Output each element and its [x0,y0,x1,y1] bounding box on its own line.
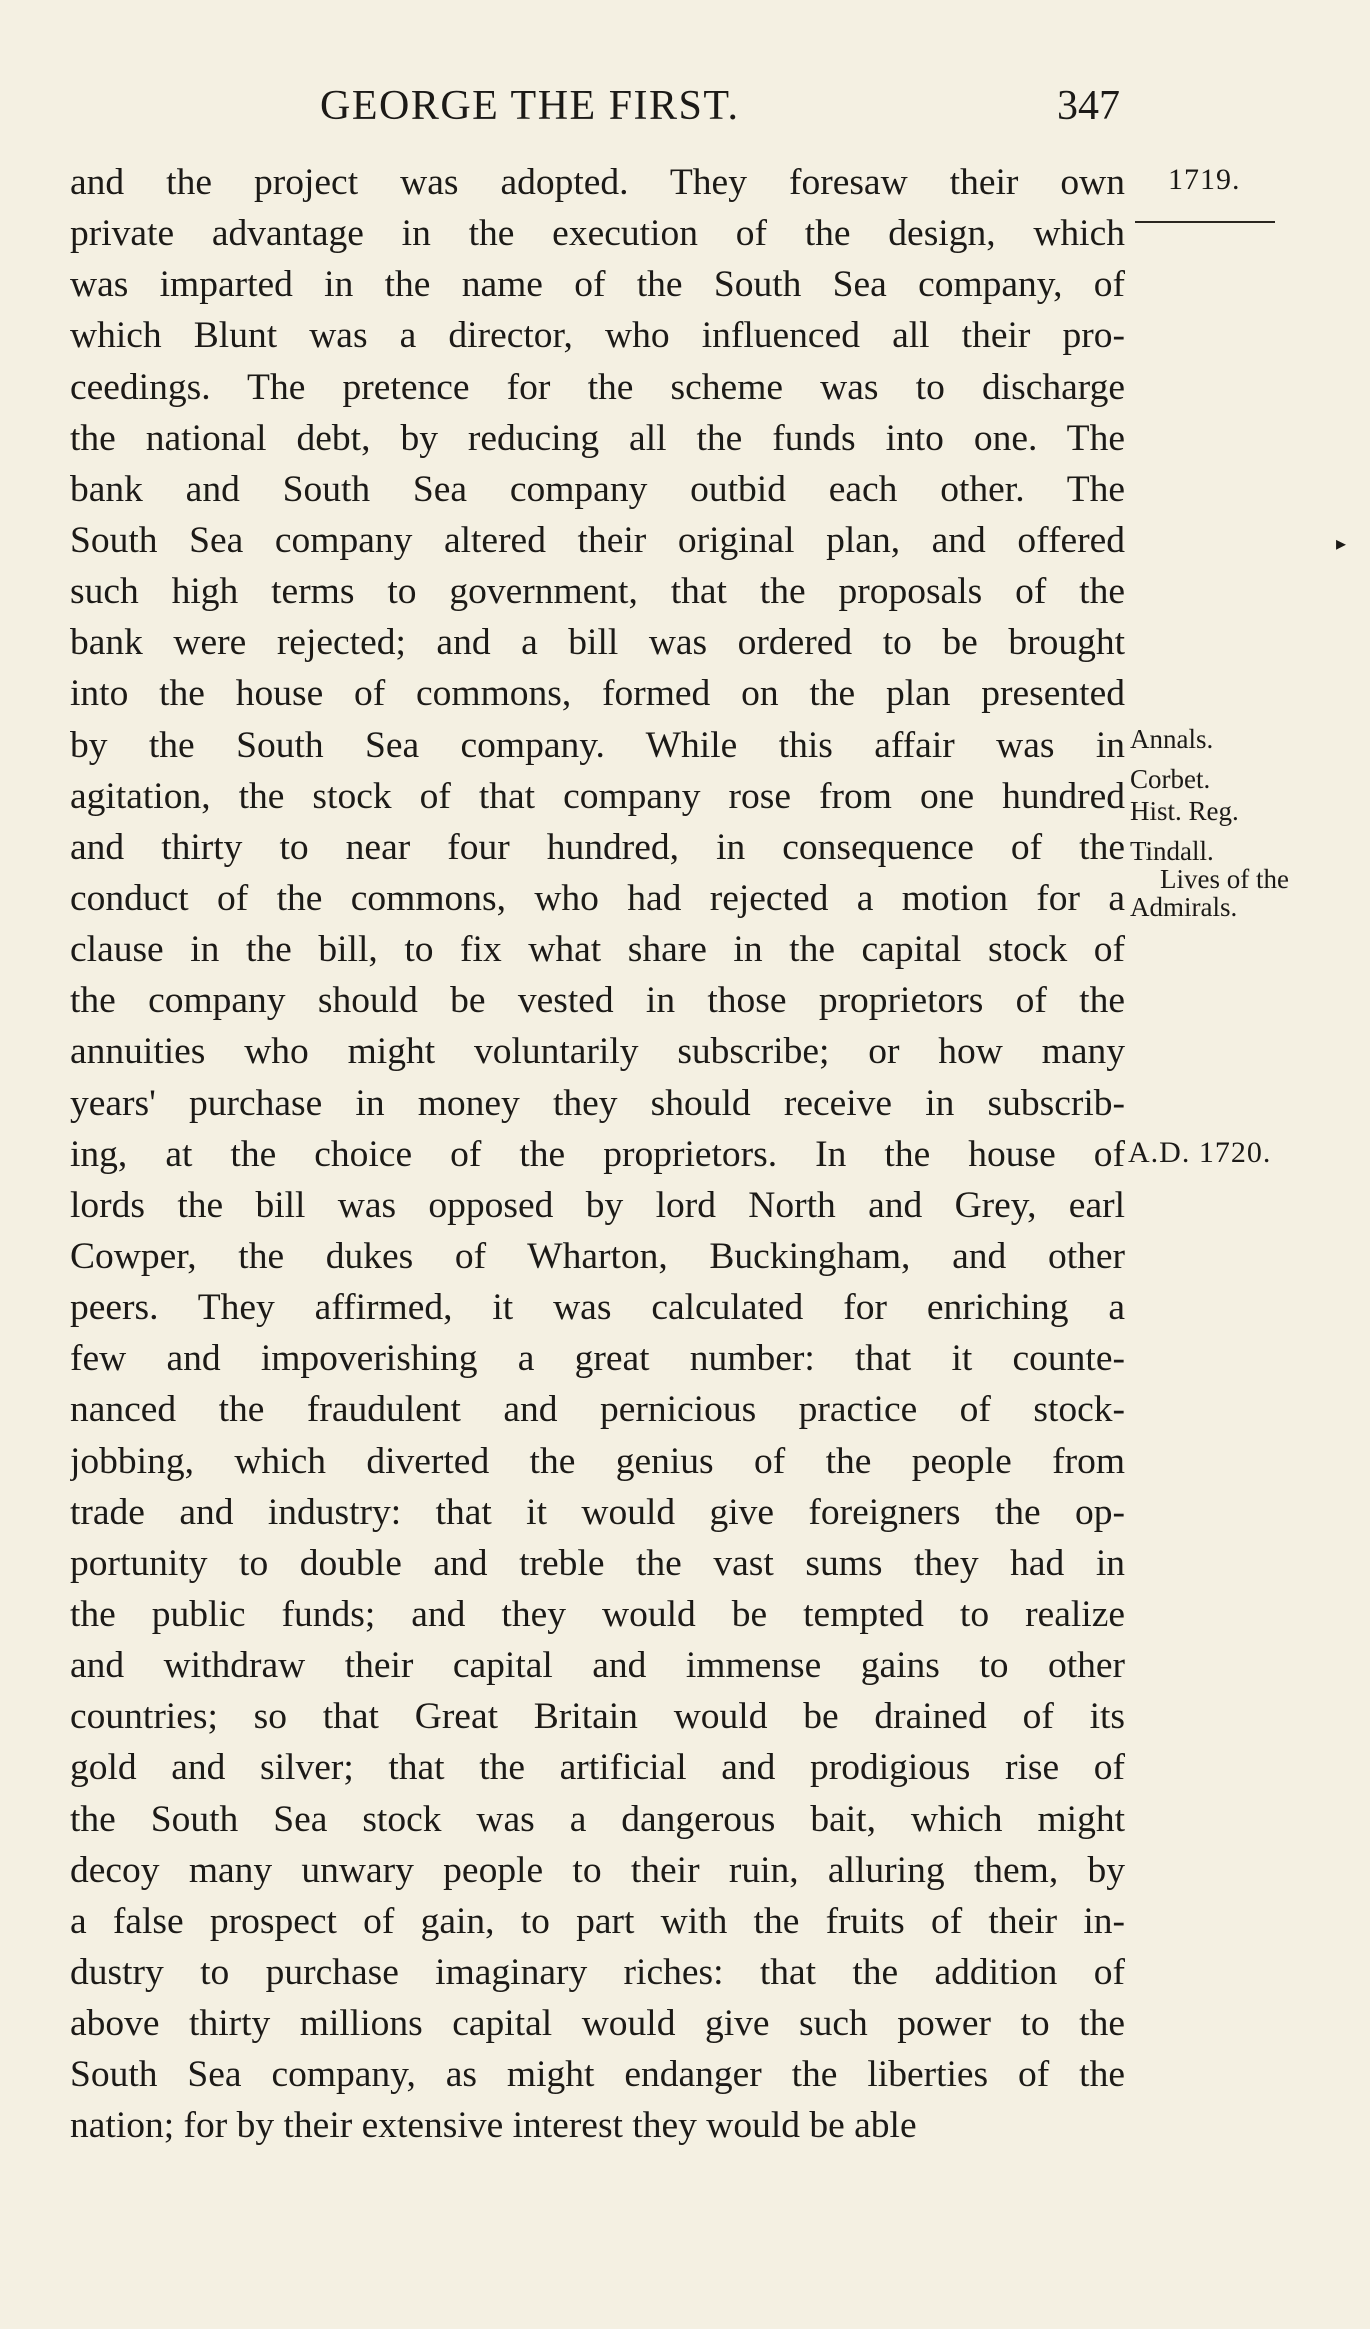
text-line: few and impoverishing a great number: that it counte- [70,1338,1125,1380]
text-line: lords the bill was opposed by lord North and Grey, earl [70,1184,1125,1226]
text-line: above thirty millions capital would give such power to the [70,2003,1125,2045]
sidenote-corbet: Corbet. [1130,764,1211,794]
text-line: nation; for by their extensive interest they would be able [70,2105,917,2147]
text-line: and the project was adopted. They foresaw their own [70,162,1125,203]
text-line: the public funds; and they would be tempted to realize [70,1593,1125,1635]
text-line: portunity to double and treble the vast sums they had in [70,1542,1125,1584]
text-line: annuities who might voluntarily subscribe; or how many [70,1031,1125,1073]
text-line: Cowper, the dukes of Wharton, Buckingham, and other [70,1235,1125,1277]
text-line: and thirty to near four hundred, in consequence of the [70,826,1125,868]
text-line: such high terms to government, that the proposals of the [70,571,1125,613]
text-line: South Sea company altered their original plan, and offered [70,519,1125,561]
text-line: the company should be vested in those proprietors of the [70,980,1125,1022]
text-line: the national debt, by reducing all the funds into one. The [70,417,1125,459]
text-line: conduct of the commons, who had rejected a motion for a [70,877,1125,919]
text-line: jobbing, which diverted the genius of the people from [70,1440,1125,1482]
text-line: bank and South Sea company outbid each other. The [70,468,1125,510]
text-line: and withdraw their capital and immense gains to other [70,1645,1125,1687]
text-line: South Sea company, as might endanger the liberties of the [70,2054,1125,2096]
text-line: ceedings. The pretence for the scheme was to discharge [70,366,1125,408]
text-line: private advantage in the execution of the design, which [70,213,1125,255]
text-line: ing, at the choice of the proprietors. In the house of [70,1133,1125,1175]
sidenote-lives-of-the: Lives of the [1160,864,1289,894]
text-line: dustry to purchase imaginary riches: that the addition of [70,1951,1125,1993]
sidenote-hist-reg: Hist. Reg. [1130,796,1239,826]
text-line: nanced the fraudulent and pernicious practice of stock- [70,1389,1125,1431]
text-line: bank were rejected; and a bill was ordered to be brought [70,622,1125,664]
running-title: GEORGE THE FIRST. [320,83,740,129]
text-line: decoy many unwary people to their ruin, alluring them, by [70,1849,1125,1891]
text-line: the South Sea stock was a dangerous bait, which might [70,1798,1125,1840]
sidenote-admirals: Admirals. [1130,892,1238,922]
page-header [320,82,1120,142]
text-line: into the house of commons, formed on the plan presented [70,673,1125,715]
text-line: agitation, the stock of that company rose from one hundred [70,775,1125,817]
page-number: 347 [1057,83,1120,129]
text-line: peers. They affirmed, it was calculated for enriching a [70,1287,1125,1329]
text-line: years' purchase in money they should receive in subscrib- [70,1082,1125,1124]
text-line: countries; so that Great Britain would be drained of its [70,1696,1125,1738]
text-line: trade and industry: that it would give foreigners the op- [70,1491,1125,1533]
sidenote-annals: Annals. [1130,724,1214,754]
stray-mark-icon: ▸ [1336,533,1347,555]
text-line: by the South Sea company. While this affair was in [70,724,1125,766]
text-line: a false prospect of gain, to part with the fruits of their in- [70,1900,1125,1942]
sidenote-tindall: Tindall. [1130,836,1214,866]
text-line: which Blunt was a director, who influenced all their pro- [70,315,1125,357]
margin-year: 1719. [1168,163,1241,196]
text-line: clause in the bill, to fix what share in the capital stock of [70,929,1125,971]
margin-rule [1135,221,1275,223]
sidenote-ad-year: A.D. 1720. [1128,1136,1272,1169]
text-line: was imparted in the name of the South Sea company, of [70,264,1125,306]
text-line: gold and silver; that the artificial and prodigious rise of [70,1747,1125,1789]
body-text [70,157,1125,2151]
